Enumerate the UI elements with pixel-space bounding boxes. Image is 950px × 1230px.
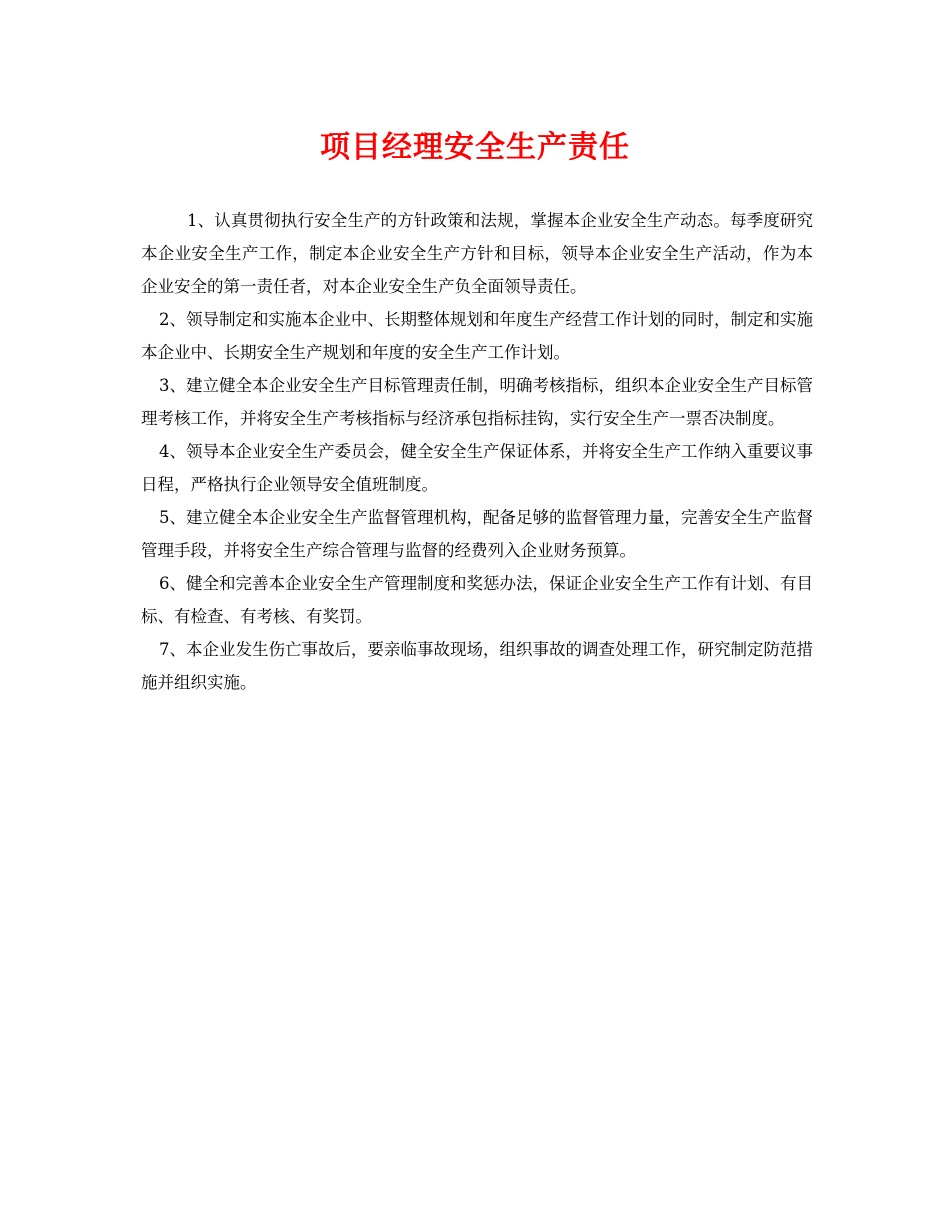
- paragraph-2: 2、领导制定和实施本企业中、长期整体规划和年度生产经营工作计划的同时，制定和实施本企业中、长期安全生产规划和年度的安全生产工作计划。: [141, 310, 813, 362]
- document-title: 项目经理安全生产责任: [320, 130, 630, 165]
- paragraph-3: 3、建立健全本企业安全生产目标管理责任制，明确考核指标，组织本企业安全生产目标管理考核工作，并将安全生产考核指标与经济承包指标挂钩，实行安全生产一票否决制度。: [141, 376, 813, 428]
- paragraph-7: 7、本企业发生伤亡事故后，要亲临事故现场，组织事故的调查处理工作，研究制定防范措施并组织实施。: [141, 640, 813, 692]
- paragraph-4: 4、领导本企业安全生产委员会，健全安全生产保证体系，并将安全生产工作纳入重要议事日程，严格执行企业领导安全值班制度。: [141, 442, 813, 494]
- document-body: [141, 204, 813, 699]
- paragraph-1: 1、认真贯彻执行安全生产的方针政策和法规，掌握本企业安全生产动态。每季度研究本企业安全生产工作，制定本企业安全生产方针和目标，领导本企业安全生产活动，作为本企业安全的第一责任者，对本企业安全生产负全面领导责任。: [141, 211, 813, 296]
- paragraph-6: 6、健全和完善本企业安全生产管理制度和奖惩办法，保证企业安全生产工作有计划、有目标、有检查、有考核、有奖罚。: [141, 574, 813, 626]
- paragraph-5: 5、建立健全本企业安全生产监督管理机构，配备足够的监督管理力量，完善安全生产监督管理手段，并将安全生产综合管理与监督的经费列入企业财务预算。: [141, 508, 813, 560]
